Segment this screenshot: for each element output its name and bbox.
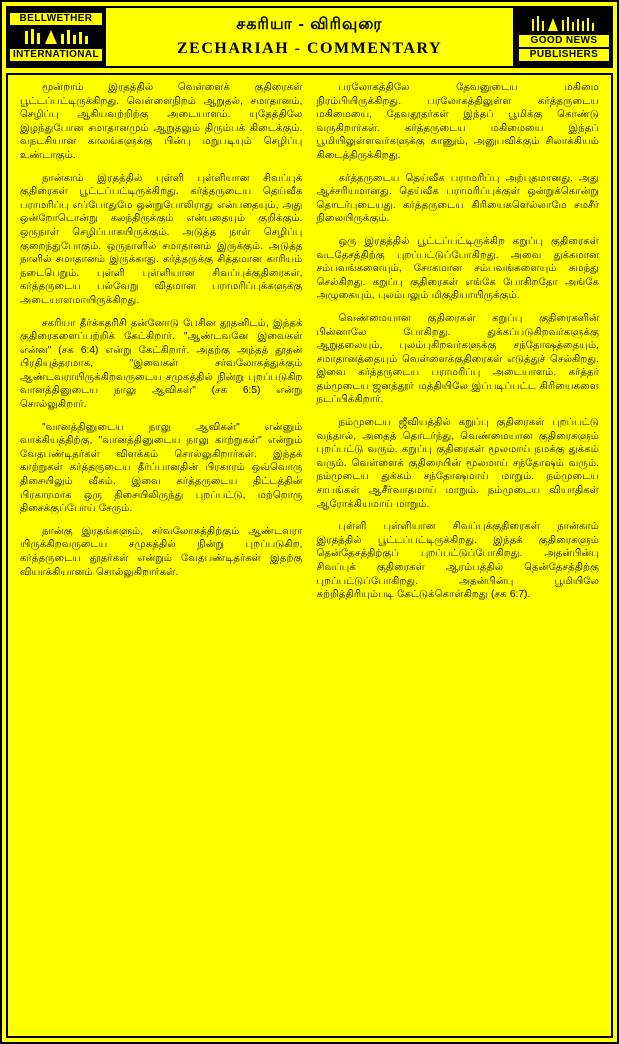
paragraph: பரலோகத்திலே தேவனுடைய மகிமை நிரம்பியிருக்கிறது. பரலோகத்திலுள்ள கர்த்தருடைய மகிமையை, தேவதூதர்கள் இந்தப் பூமிக்கு கொண்டு வருகிறார்கள். கர்த்தருடைய மகிமையை இந்தப் பூமியிலுள்ளவர்களுக்கு காணும், அனுபவிக்கும் சிலாக்கியம் கிடைத்திருக்கிறது. [316, 82, 599, 161]
bellwether-logo-line1: BELLWETHER [10, 13, 102, 25]
paragraph: வெண்மையான குதிரைகள் கறுப்பு குதிரைகளின் பின்னாலே போகிறது. துக்கப்படுகிறவர்களுக்கு ஆறுதலையும், புலம்புகிறவர்களுக்கு சந்தோஷத்தையும், சமாதானத்தையும் வெள்ளைக்குதிரைகள் எடுத்துச் செல்கிறது. இவை கர்த்தருடைய பராமரிப்பு அடையாளம். கர்த்தர் தம்முடைய ஜனத்தூா் மத்தியிலே இப்படிப்பட்ட கிரியைகளை நடப்பிக்கிறார். [316, 312, 599, 406]
good-news-logo-line1: GOOD NEWS [519, 35, 609, 47]
good-news-logo-line2: PUBLISHERS [519, 49, 609, 61]
page-title [104, 8, 515, 66]
paragraph: நான்கு இரதங்களும், சர்வலோகத்திற்கும் ஆண்டவரா யிருக்கிறவருடைய சமுகத்தில் நின்று புறப்படுகிற, கர்த்தருடைய தூதர்கள் என்றும் வேதபண்டிதர்கள் இதற்கு வியாக்கியானம் சொல்லுகிறார்கள். [20, 525, 303, 578]
paragraph: சகரியா தீர்க்கதரிசி தன்னோடு பேசின தூதனிடம், இந்தக் குதிரைகளைப்பற்றிக் கேட்கிறார். "ஆண்டவனே இவைகள் என்ன" (சக 6:4) என்று கேட்கிறார். அதற்கு அந்தத் தூதன் பிரதியுத்தரமாக, "இவைகள் சர்வலோகத்துக்கும் ஆண்டவராயிருக்கிறவருடைய சமுகத்தில் நின்று புறப்படுகிற வானத்தினுடைய நாலு ஆவிகள்" (சக 6:5) என்று சொல்லுகிறார். [20, 317, 303, 411]
paragraph: கர்த்தருடைய தெய்வீக பராமரிப்பு அற்புதமானது. அது ஆச்சரியமானது. தெய்வீக பராமரிப்புக்குள் ஒன்றுக்கொன்று தொடர்புடையது. கர்த்தருடைய கிரியைகளெல்லாமே சமசீர் நிலையிருக்கும். [316, 172, 599, 225]
good-news-emblem-icon [519, 13, 609, 33]
left-column [13, 81, 310, 1030]
page-title-english: ZECHARIAH - COMMENTARY [176, 40, 443, 57]
paragraph: நான்காம் இரதத்தில் புள்ளி புள்ளியான சிவப்புக் குதிரைகள் பூட்டப்பட்டிருக்கிறது. கர்த்தருடைய தெய்வீக பராமரிப்பு எப்போதுமே ஒன்றுபோலிராது என்பதையும், அது ஒன்றோடொன்று கலந்திருக்கும் என்பதையும் குறிக்கும். ஒருநாள் செழிப்பாகயிருக்கும். அடுத்த நாள் செழிப்பு குறைந்துபோகும். ஒருநாளில் சமாதானம் இருக்கும். அடுத்த நாளில் சமாதானம் இருக்காது. கர்த்தருக்கு சித்தமான காரியம் நடைபெறும். புள்ளி புள்ளியான சிவப்புக்குதிரைகள், கர்த்தருடைய பல்வேறு விதமான பராமரிப்புக்களுக்கு அடையாளமாயிருக்கிறது. [20, 172, 303, 306]
paragraph: மூன்றாம் இரதத்தில் வெள்ளைக் குதிரைகள் பூட்டப்பட்டிருக்கிறது. வெள்ளைநிறம் ஆறுதல், சமாதானம், செழிப்பு ஆகியவற்றிற்கு அடையாளம். யுதேத்திலே இழந்துபோன சமாதானமும் ஆறுதலும் திரும்பக் கிடைக்கும். வநடசியான காலங்களுக்கு பின்பு மறுபடியும் செழிப்பு உண்டாகும். [20, 82, 303, 161]
right-column [310, 81, 607, 1030]
good-news-publishers-logo [515, 8, 611, 66]
commentary-body [6, 73, 613, 1038]
paragraph: புள்ளி புள்ளியான சிவப்புக்குதிரைகள் நான்காம் இரதத்தில் பூட்டப்பட்டிருக்கிறது. இந்தக் குதிரைகளும் தென்தேசத்திற்குப் புறப்பட்டுப்போகிறது. அதன்பின்பு சிவப்புக் குதிரைகள் ஆரம்பத்தில் தென்தேசத்திற்கு புறப்பட்டுப்போகிறது. அதன்பின்பு பூமியிலே சுற்றித்திரியும்படி கேட்டுக்கொள்கிறது (சக 6:7). [316, 521, 599, 601]
page-title-tamil: சகரியா - விரிவுரை [236, 16, 383, 33]
bellwether-logo-line2: INTERNATIONAL [10, 49, 102, 61]
paragraph: ஒரு இரதத்தில் பூட்டப்பட்டிருக்கிற கறுப்பு குதிரைகள் வடதேசத்திற்கு புறப்பட்டுப்போகிறது. அவை துக்கமான சம்பவங்களையும், சோகமான சம்பவங்களையும் சுமந்து செல்கிறது. கறுப்பு குதிரைகள் எங்கே போகிறதோ அங்கே அழுகையும், புலம்பலும் மிகுதியாயிருக்கும். [316, 235, 599, 302]
bellwether-emblem-icon [10, 27, 102, 47]
paragraph: நம்முடைய ஜீவியத்தில் கறுப்பு குதிரைகள் புறப்பட்டு வந்தால், அதைத் தொடர்ந்து, வெண்மையான குதிரைகளும் புறப்பட்டு வரும். கறுப்பு குதிரைகள் மூலமாய் நமக்கு துக்கம் வரும். வெள்ளைக் குதிரையின் மூலமாய் சந்தோஷம் வரும். நம்முடைய துக்கம் சந்தோஷமாய் மாறும். நம்முடைய சாபங்கள் ஆசீர்வாதமாய் மாறும். நம்முடைய வியாதிகள் ஆரோக்கியமாய் மாறும். [316, 417, 599, 510]
paragraph: "வானத்தினுடைய நாலு ஆவிகள்" என்னும் வாக்கியத்திற்கு, "வானத்தினுடைய நாலு காற்றுகள்" என்றும் வேதபண்டிதர்கள் விளக்கம் சொல்லுகிறார்கள். இந்தக் காற்றுகள் கர்த்தருடைய தீர்ப்பானதின் பிரகாரம் ஒவ்வொரு திசையிலும் வீசும். இவை கர்த்தருடைய திட்டத்தின் பிரகாரமாக ஒரு திசையிலிருந்து புறப்பட்டு, மற்றொரு திசைக்குப்போய் சேரும். [20, 421, 303, 515]
page-header [6, 6, 613, 68]
bellwether-international-logo [8, 8, 104, 66]
